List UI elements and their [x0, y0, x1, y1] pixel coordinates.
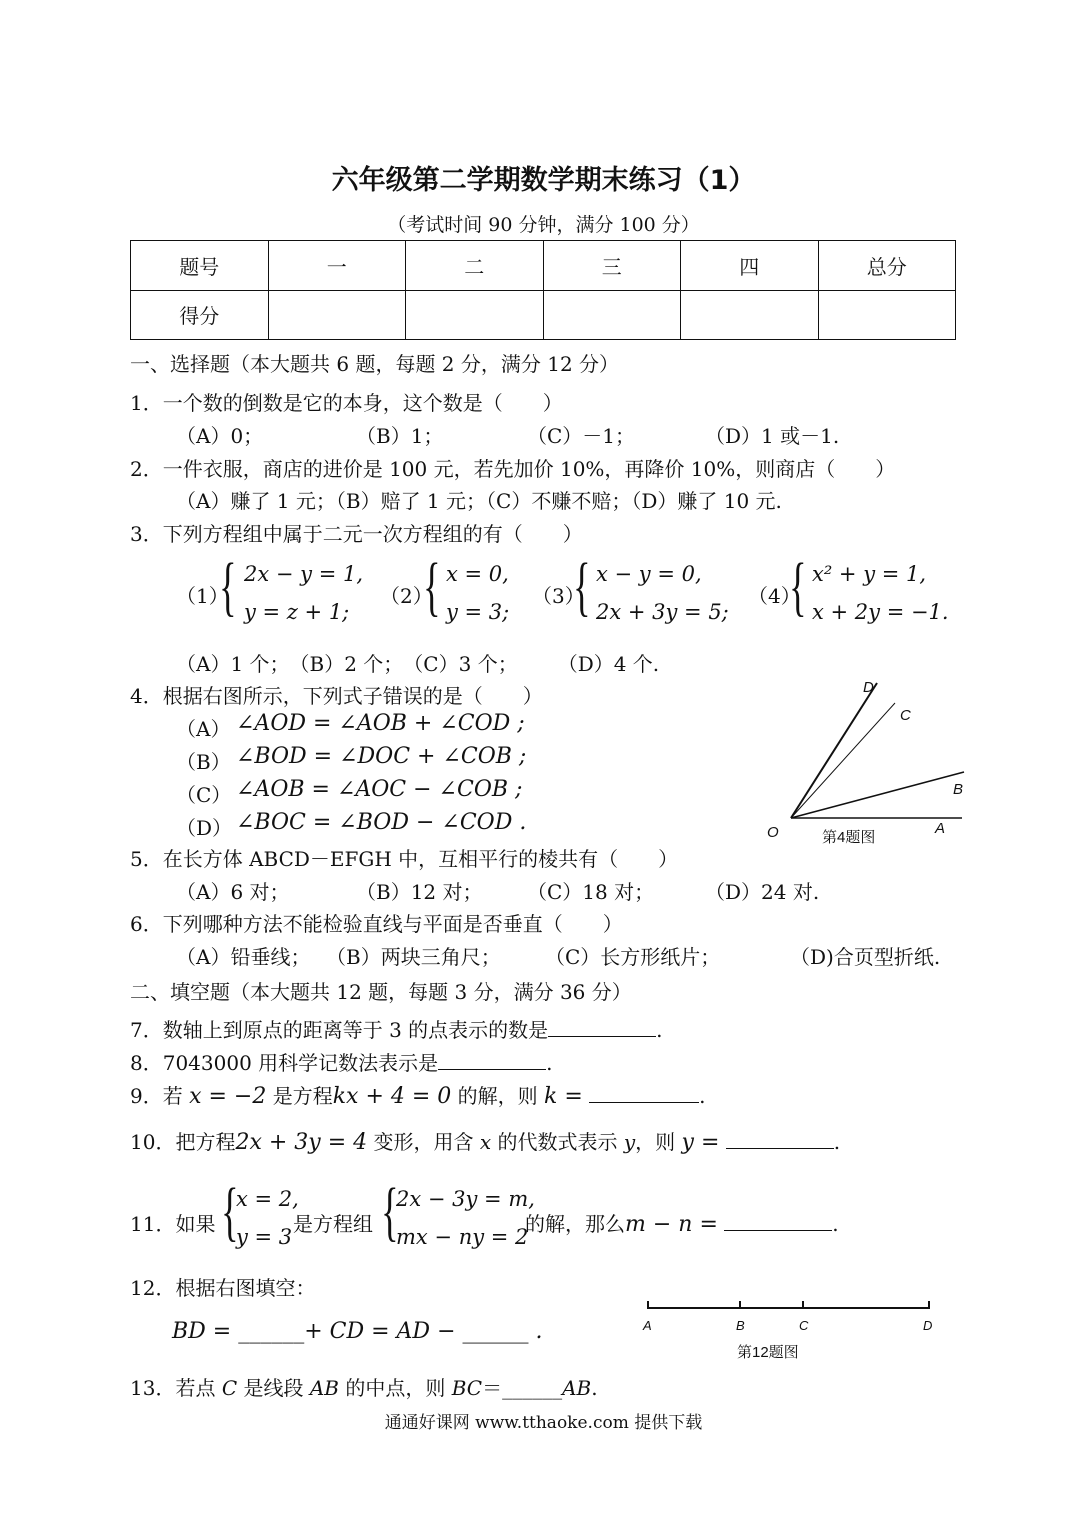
q4-option-c-expr: ∠AOB = ∠AOC − ∠COB ; — [236, 777, 523, 802]
score-header-cell: 题号 — [131, 241, 269, 291]
q6-option-c: （C）长方形纸片； — [545, 945, 721, 969]
q2-stem: 2．一件衣服，商店的进价是 100 元，若先加价 10%，再降价 10%，则商店（ ） — [130, 457, 896, 481]
q10-x: x — [479, 1130, 492, 1154]
q3-sys3-label: （3） — [532, 584, 585, 608]
q13-mid2: 的中点，则 — [338, 1376, 452, 1400]
q13-eq: ＝ — [482, 1376, 503, 1400]
q12-label-b: B — [736, 1318, 745, 1333]
q5-option-a: （A）6 对； — [176, 880, 290, 904]
q13-point-c: C — [221, 1376, 238, 1400]
q1-option-c: （C）－1； — [527, 424, 636, 448]
q8: 8．7043000 用科学记数法表示是 . — [130, 1051, 553, 1075]
q11-expr: m − n = — [625, 1212, 718, 1237]
q11-sys-eq1: 2x − 3y = m, — [396, 1187, 535, 1211]
q5-option-d: （D）24 对. — [705, 880, 820, 904]
ray-oc — [791, 703, 895, 818]
q4-label-d: D — [863, 679, 874, 696]
q2-options: （A）赚了 1 元；（B）赔了 1 元；（C）不赚不赔；（D）赚了 10 元. — [176, 489, 782, 513]
q10-mid3: ，则 — [635, 1130, 682, 1154]
q11-post: 的解，那么m − n = . — [525, 1212, 839, 1237]
q6-option-b: （B）两块三角尺； — [326, 945, 501, 969]
score-header-cell: 总分 — [818, 241, 956, 291]
q13-segment-bc: BC — [451, 1376, 483, 1400]
q3-sys2-eq1: x = 0, — [446, 562, 509, 586]
q5-option-b: （B）12 对； — [356, 880, 483, 904]
q4-label-a: A — [935, 820, 946, 837]
q6-stem: 6．下列哪种方法不能检验直线与平面是否垂直（ ） — [130, 912, 623, 936]
brace-icon: { — [221, 1175, 239, 1248]
q3-options: （A）1 个； （B）2 个； （C）3 个； （D）4 个. — [176, 652, 660, 676]
score-cell[interactable] — [268, 290, 406, 340]
q7-text: 7．数轴上到原点的距离等于 3 的点表示的数是 — [130, 1018, 549, 1042]
q13-answer-blank[interactable]: ______ — [502, 1376, 563, 1400]
q12-stem: 12．根据右图填空： — [130, 1276, 316, 1300]
q4-label-o: O — [767, 824, 779, 841]
score-cell[interactable] — [406, 290, 544, 340]
page-title: 六年级第二学期数学期末练习（1） — [331, 165, 756, 196]
q6-option-d: （D)合页型折纸. — [790, 945, 941, 969]
q1-option-b: （B）1； — [356, 424, 444, 448]
q10-equation: 2x + 3y = 4 — [235, 1130, 368, 1155]
q4-option-b-expr: ∠BOD = ∠DOC + ∠COB ; — [236, 744, 527, 769]
q12-label-c: C — [799, 1318, 809, 1333]
score-table — [130, 240, 956, 340]
q5-stem: 5．在长方体 ABCD－EFGH 中，互相平行的棱共有（ ） — [130, 847, 679, 871]
page-footer: 通通好课网 www.tthaoke.com 提供下载 — [384, 1413, 703, 1433]
q11-answer-blank[interactable] — [724, 1230, 832, 1231]
q4-option-b-label: （B） — [176, 750, 231, 774]
q5-option-c: （C）18 对； — [527, 880, 655, 904]
q4-option-a-expr: ∠AOD = ∠AOB + ∠COD ; — [236, 711, 525, 736]
q3-sys4-eq1: x² + y = 1, — [812, 562, 927, 586]
brace-icon: { — [573, 550, 591, 623]
score-cell[interactable] — [681, 290, 819, 340]
q11-pre: 11．如果 — [130, 1212, 216, 1236]
q12-segment-figure — [640, 1296, 940, 1320]
q9-x-expr: x = −2 — [189, 1084, 267, 1109]
brace-icon: { — [219, 550, 237, 623]
q10: 10．把方程2x + 3y = 4 变形，用含 x 的代数式表示 y，则 y = . — [130, 1130, 841, 1155]
q4-stem: 4．根据右图所示，下列式子错误的是（ ） — [130, 684, 543, 708]
q9-equation: kx + 4 = 0 — [332, 1084, 452, 1109]
q1-option-d: （D）1 或－1. — [705, 424, 840, 448]
q13-mid: 是线段 — [237, 1376, 310, 1400]
q3-sys3-eq1: x − y = 0, — [596, 562, 702, 586]
q3-sys1-eq1: 2x − y = 1, — [244, 562, 363, 586]
brace-icon: { — [381, 1175, 399, 1248]
q13 — [130, 1372, 598, 1401]
q1-option-a: （A）0； — [176, 424, 264, 448]
q4-option-d-label: （D） — [176, 816, 233, 840]
q13-end: . — [591, 1376, 598, 1400]
score-cell[interactable] — [543, 290, 681, 340]
score-header-cell: 四 — [681, 241, 819, 291]
q12-label-d: D — [923, 1318, 933, 1333]
q11-sys-eq2: mx − ny = 2 — [396, 1225, 529, 1249]
exam-info: （考试时间 90 分钟，满分 100 分） — [387, 214, 700, 236]
q13-pre: 13．若点 — [130, 1376, 222, 1400]
section2-heading: 二、填空题（本大题共 12 题，每题 3 分，满分 36 分） — [130, 980, 632, 1004]
q9-k-expr: k = — [544, 1084, 583, 1109]
score-table-score-row — [131, 290, 956, 340]
q3-sys2-label: （2） — [380, 584, 433, 608]
q4-label-c: C — [900, 707, 911, 724]
q3-sys4-eq2: x + 2y = −1. — [812, 600, 949, 624]
q12-expression: BD = ______+ CD = AD − ______ . — [172, 1319, 543, 1344]
q10-y-expr: y = — [681, 1130, 720, 1155]
q3-stem: 3．下列方程组中属于二元一次方程组的有（ ） — [130, 522, 583, 546]
q7-answer-blank[interactable] — [548, 1036, 656, 1037]
q1-stem: 1．一个数的倒数是它的本身，这个数是（ ） — [130, 391, 563, 415]
q10-mid: 变形，用含 — [367, 1130, 480, 1154]
q11-post-text: 的解，那么 — [525, 1212, 625, 1236]
q9: 9．若 x = −2 是方程kx + 4 = 0 的解，则 k = . — [130, 1084, 706, 1109]
q9-pre: 9．若 — [130, 1084, 190, 1108]
score-header-cell: 三 — [543, 241, 681, 291]
score-header-cell: 一 — [268, 241, 406, 291]
q3-sys2-eq2: y = 3; — [446, 600, 510, 624]
q12-label-a: A — [643, 1318, 652, 1333]
q8-answer-blank[interactable] — [438, 1069, 546, 1070]
q4-option-c-label: （C） — [176, 783, 232, 807]
brace-icon: { — [423, 550, 441, 623]
q9-answer-blank[interactable] — [589, 1102, 699, 1103]
q9-mid: 是方程 — [266, 1084, 333, 1108]
score-header-cell: 二 — [406, 241, 544, 291]
score-row-label: 得分 — [131, 290, 269, 340]
q13-segment-ab2: AB — [562, 1376, 592, 1400]
score-table-header-row — [131, 241, 956, 291]
q4-option-d-expr: ∠BOC = ∠BOD − ∠COD . — [236, 810, 527, 835]
brace-icon: { — [789, 550, 807, 623]
q3-sys1-eq2: y = z + 1; — [244, 600, 350, 624]
q3-sys1-label: （1） — [176, 584, 229, 608]
q8-text: 8．7043000 用科学记数法表示是 — [130, 1051, 439, 1075]
q6-option-a: （A）铅垂线； — [176, 945, 311, 969]
q11-mid: 是方程组 — [293, 1212, 373, 1236]
section1-heading: 一、选择题（本大题共 6 题，每题 2 分，满分 12 分） — [130, 352, 620, 376]
q4-figure-caption: 第4题图 — [822, 829, 876, 846]
q13-segment-ab: AB — [309, 1376, 339, 1400]
q10-answer-blank[interactable] — [726, 1148, 834, 1149]
q12-figure-caption: 第12题图 — [737, 1344, 799, 1361]
q10-y: y — [623, 1130, 636, 1154]
q3-sys3-eq2: 2x + 3y = 5; — [596, 600, 729, 624]
score-cell[interactable] — [818, 290, 956, 340]
q10-pre: 10．把方程 — [130, 1130, 236, 1154]
q3-sys4-label: （4） — [748, 584, 801, 608]
q11-sol-eq2: y = 3 — [236, 1225, 293, 1249]
q9-post: 的解，则 — [451, 1084, 545, 1108]
q7: 7．数轴上到原点的距离等于 3 的点表示的数是 . — [130, 1018, 663, 1042]
q4-option-a-label: （A） — [176, 717, 231, 741]
q4-label-b: B — [953, 781, 964, 798]
q11-sol-eq1: x = 2, — [236, 1187, 299, 1211]
q10-mid2: 的代数式表示 — [491, 1130, 624, 1154]
